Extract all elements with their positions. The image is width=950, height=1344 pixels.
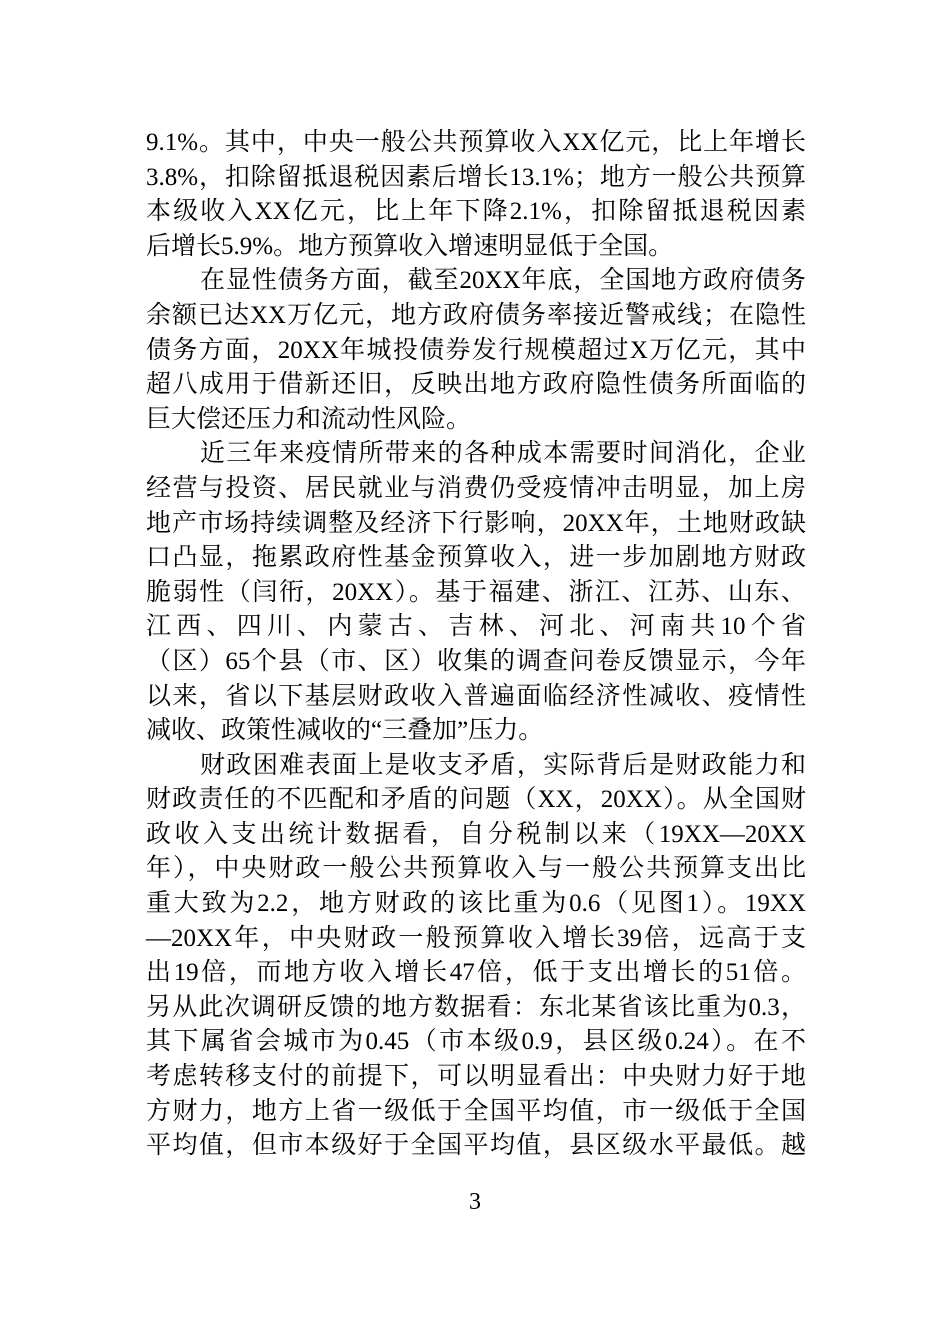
text-line: （区）65个县（市、区）收集的调查问卷反馈显示，今年 bbox=[146, 647, 806, 675]
text-line: 财政责任的不匹配和矛盾的问题（XX，20XX）。从全国财 bbox=[146, 786, 806, 814]
text-line: 余额已达XX万亿元，地方政府债务率接近警戒线；在隐性 bbox=[146, 301, 806, 329]
text-line: 债务方面，20XX年城投债券发行规模超过X万亿元，其中 bbox=[146, 336, 806, 364]
text-line: 考虑转移支付的前提下，可以明显看出：中央财力好于地 bbox=[146, 1063, 806, 1091]
page-number: 3 bbox=[469, 1189, 481, 1215]
text-line: 平均值，但市本级好于全国平均值，县区级水平最低。越 bbox=[146, 1132, 806, 1160]
text-line: 重大致为2.2，地方财政的该比重为0.6（见图1）。19XX bbox=[146, 890, 806, 918]
text-line: 超八成用于借新还旧，反映出地方政府隐性债务所面临的 bbox=[146, 371, 806, 399]
text-line: 后增长5.9%。地方预算收入增速明显低于全国。 bbox=[146, 232, 674, 260]
text-line: 在显性债务方面，截至20XX年底，全国地方政府债务 bbox=[200, 267, 806, 295]
text-line: 年），中央财政一般公共预算收入与一般公共预算支出比 bbox=[146, 855, 806, 883]
text-line: 方财力，地方上省一级低于全国平均值，市一级低于全国 bbox=[146, 1097, 806, 1125]
text-line: 9.1%。其中，中央一般公共预算收入XX亿元，比上年增长 bbox=[146, 129, 806, 156]
text-line: 出19倍，而地方收入增长47倍，低于支出增长的51倍。 bbox=[146, 959, 806, 987]
text-line: 政收入支出统计数据看，自分税制以来（19XX—20XX bbox=[146, 820, 806, 848]
text-line: 经营与投资、居民就业与消费仍受疫情冲击明显，加上房 bbox=[146, 474, 806, 502]
text-line: 地产市场持续调整及经济下行影响，20XX年，土地财政缺 bbox=[146, 509, 806, 537]
text-line: 另从此次调研反馈的地方数据看：东北某省该比重为0.3， bbox=[146, 993, 806, 1021]
text-line: 近三年来疫情所带来的各种成本需要时间消化，企业 bbox=[200, 440, 806, 468]
text-line: 减收、政策性减收的“三叠加”压力。 bbox=[146, 717, 544, 745]
document-body bbox=[146, 126, 806, 1164]
text-line: 以来，省以下基层财政收入普遍面临经济性减收、疫情性 bbox=[146, 682, 806, 710]
text-line: 脆弱性（闫衎，20XX）。基于福建、浙江、江苏、山东、 bbox=[146, 578, 806, 606]
text-line: 其下属省会城市为0.45（市本级0.9，县区级0.24）。在不 bbox=[146, 1028, 806, 1056]
text-line: 口凸显，拖累政府性基金预算收入，进一步加剧地方财政 bbox=[146, 544, 806, 572]
text-line: 江西、四川、内蒙古、吉林、河北、河南共10个省 bbox=[146, 613, 806, 641]
text-line: —20XX年，中央财政一般预算收入增长39倍，远高于支 bbox=[146, 924, 806, 952]
text-line: 巨大偿还压力和流动性风险。 bbox=[146, 405, 472, 433]
text-line: 财政困难表面上是收支矛盾，实际背后是财政能力和 bbox=[200, 751, 806, 779]
text-line: 本级收入XX亿元，比上年下降2.1%，扣除留抵退税因素 bbox=[146, 198, 806, 226]
text-line: 3.8%，扣除留抵退税因素后增长13.1%；地方一般公共预算 bbox=[146, 163, 806, 191]
